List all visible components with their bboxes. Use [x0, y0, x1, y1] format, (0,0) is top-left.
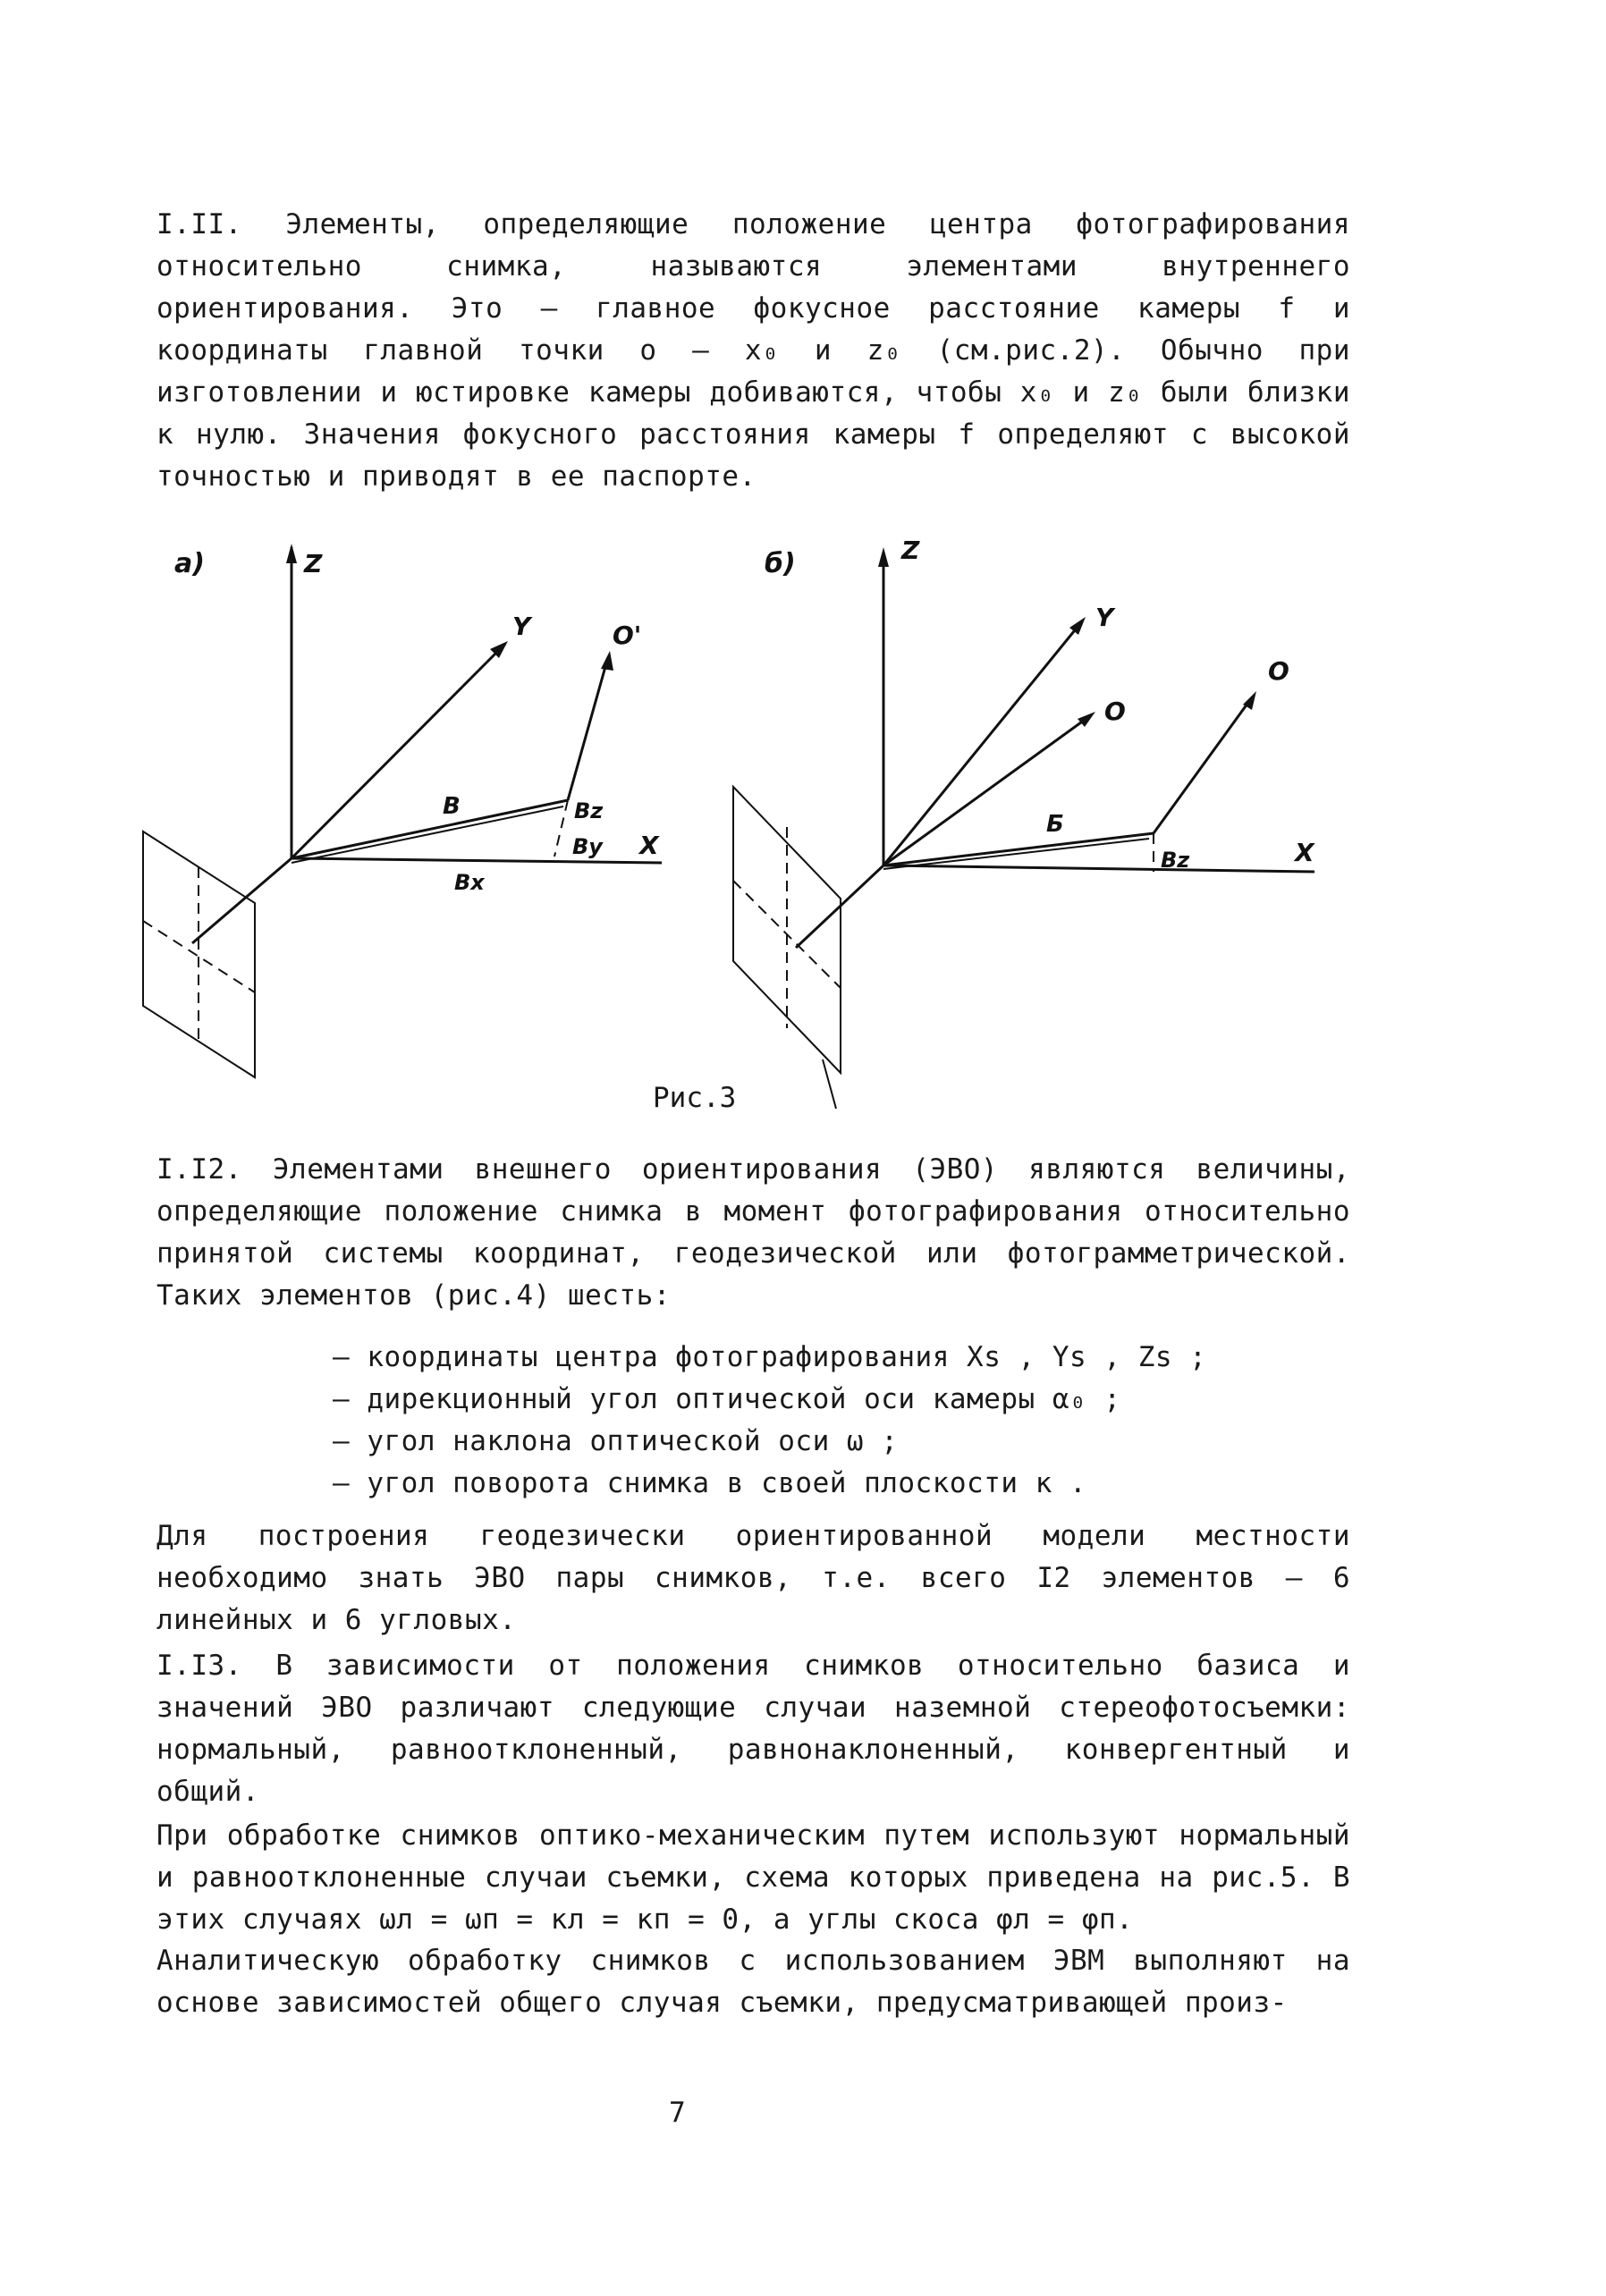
panel-b-o1-label: O	[1104, 696, 1126, 726]
page-number: 7	[669, 2097, 686, 2129]
panel-a-z-label: Z	[304, 549, 323, 578]
paragraph-1-11: I.II. Элементы, определяющие положение центра фотографирования относительно снимка, называются элементами внутреннего ориентирования. Это – главное фокусное расстояние камеры f и координаты главной точки о – x₀ и z₀ (см.рис.2). Обычно при изготовлении и юстировке камеры добиваются, чтобы x₀ и z₀ были близки к нулю. Значения фокусного расстояния камеры f определяют с высокой точностью и приводят в ее паспорте.	[156, 208, 1350, 493]
panel-a-bz-label: Bz	[574, 798, 604, 823]
list-item: – угол поворота снимка в своей плоскости κ .	[333, 1467, 1087, 1499]
panel-a-base-b	[292, 800, 568, 858]
paragraph-model: Для построения геодезически ориентированной модели местности необходимо знать ЭВО пары снимков, т.е. всего I2 элементов – 6 линейных и 6 угловых.	[156, 1520, 1350, 1636]
list-item: – дирекционный угол оптической оси камеры α₀ ;	[333, 1383, 1121, 1415]
panel-a-x-label: X	[639, 831, 659, 860]
figure-caption: Рис.3	[653, 1082, 737, 1114]
panel-b-o2-label: O	[1268, 656, 1289, 686]
panel-a-o-prime-axis	[568, 657, 608, 800]
panel-b-label: б)	[765, 548, 796, 579]
panel-b-x-axis	[883, 865, 1314, 872]
panel-b-o-axis-2	[1154, 697, 1252, 833]
panel-b-z-label: Z	[901, 536, 920, 565]
paragraph-1-13: I.I3. В зависимости от положения снимков относительно базиса и значений ЭВО различают следующие случаи наземной стереофотосъемки: нормальный, равноотклоненный, равнонаклоненный, конвергентный и общий.	[156, 1650, 1350, 1808]
panel-a-o-label: O'	[613, 620, 642, 650]
figure-panel-a	[143, 544, 662, 1077]
panel-a-bx-label: Bx	[454, 870, 485, 895]
panel-b-x-label: X	[1295, 838, 1314, 867]
paragraph-analytic: Аналитическую обработку снимков с использованием ЭВМ выполняют на основе зависимостей общего случая съемки, предусматривающей произ-	[156, 1945, 1350, 2019]
list-item: – угол наклона оптической оси ω ;	[333, 1425, 899, 1457]
exterior-elements-list	[333, 1337, 1316, 1505]
panel-a-y-axis	[292, 644, 505, 858]
panel-a-y-label: Y	[512, 612, 531, 641]
panel-b-base-b	[883, 833, 1154, 865]
panel-a-b-label: B	[443, 793, 461, 820]
paragraph-processing: При обработке снимков оптико-механическим путем используют нормальный и равноотклоненные случаи съемки, схема которых приведена на рис.5. В этих случаях ωл = ωп = κл = κп = 0, а углы скоса φл = φп.	[156, 1819, 1350, 1936]
panel-a-x-axis	[292, 858, 662, 863]
paragraph-1-12: I.I2. Элементами внешнего ориентирования (ЭВО) являются величины, определяющие положение снимка в момент фотографирования относительно принятой системы координат, геодезической или фотограмметрической. Таких элементов (рис.4) шесть:	[156, 1153, 1350, 1312]
figure-panel-b	[733, 536, 1315, 1109]
panel-a-by-label: By	[572, 834, 603, 859]
panel-a-label: а)	[174, 548, 205, 579]
panel-b-b-label: Б	[1046, 811, 1064, 838]
panel-b-y-label: Y	[1095, 603, 1114, 632]
list-item: – координаты центра фотографирования Xs , Ys , Zs ;	[333, 1341, 1207, 1373]
panel-b-bz-label: Bz	[1161, 848, 1190, 873]
